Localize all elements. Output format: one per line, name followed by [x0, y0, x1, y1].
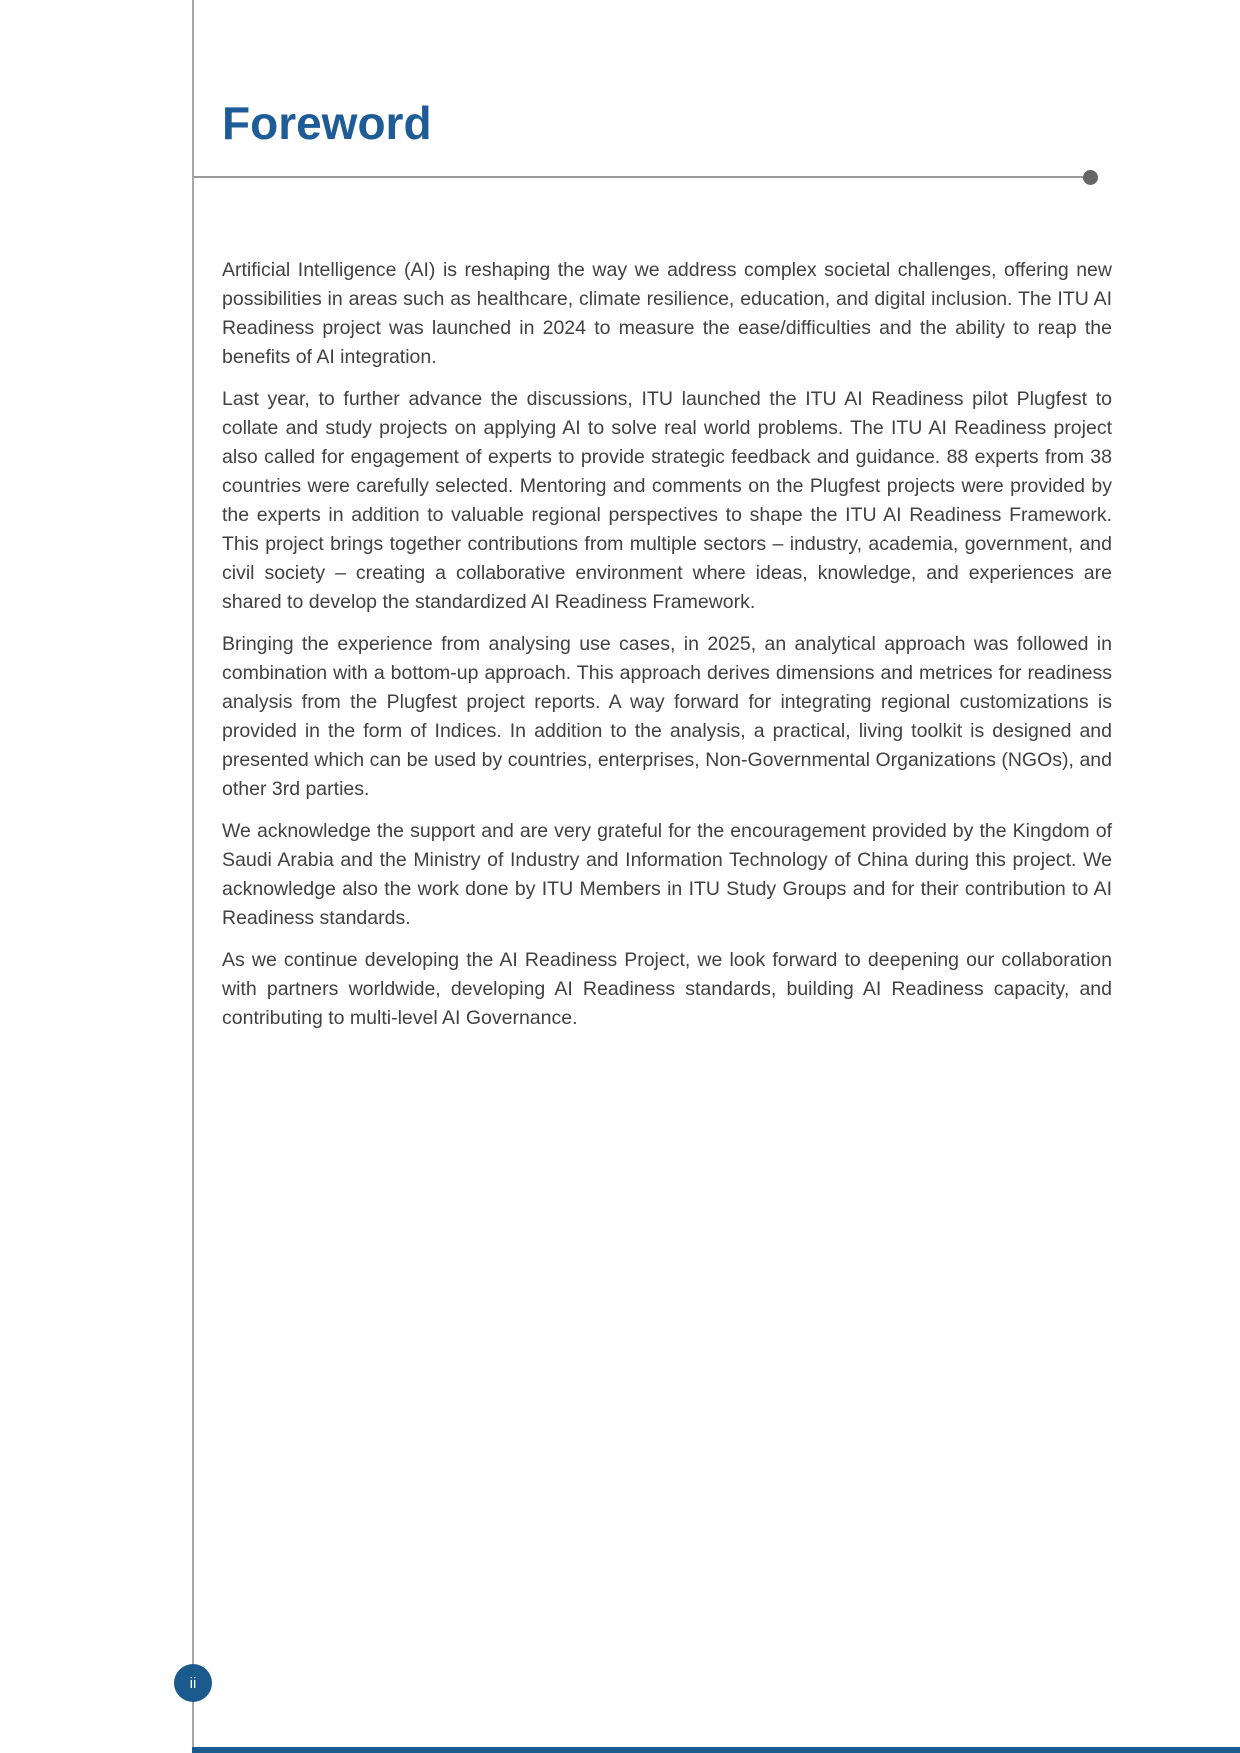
paragraph-4: We acknowledge the support and are very grateful for the encouragement provided by the Kingdom of Saudi Arabia and the Ministry of Industry and Information Technology of China during this project. We acknowledge also the work done by ITU Members in ITU Study Groups and for their contribution to AI Readiness standards. — [222, 820, 1112, 929]
paragraph-2: Last year, to further advance the discussions, ITU launched the ITU AI Readiness pilot Plugfest to collate and study projects on applying AI to solve real world problems. The ITU AI Readiness project also called for engagement of experts to provide strategic feedback and guidance. 88 experts from 38 countries were carefully selected. Mentoring and comments on the Plugfest projects were provided by the experts in addition to valuable regional perspectives to shape the ITU AI Readiness Framework. This project brings together contributions from multiple sectors – industry, academia, government, and civil society – creating a collaborative environment where ideas, knowledge, and experiences are shared to develop the standardized AI Readiness Framework. — [222, 388, 1112, 613]
paragraph-5: As we continue developing the AI Readiness Project, we look forward to deepening our collaboration with partners worldwide, developing AI Readiness standards, building AI Readiness capacity, and contributing to multi-level AI Governance. — [222, 949, 1112, 1029]
paragraph-3: Bringing the experience from analysing use cases, in 2025, an analytical approach was followed in combination with a bottom-up approach. This approach derives dimensions and metrices for readiness analysis from the Plugfest project reports. A way forward for integrating regional customizations is provided in the form of Indices. In addition to the analysis, a practical, living toolkit is designed and presented which can be used by countries, enterprises, Non-Governmental Organizations (NGOs), and other 3rd parties. — [222, 633, 1112, 800]
body-text — [222, 256, 1112, 1046]
page-number: ii — [189, 1674, 197, 1692]
page-number-badge — [174, 1664, 212, 1702]
footer-accent-bar — [192, 1747, 1240, 1753]
divider-end-dot-icon — [1083, 170, 1098, 185]
page-title: Foreword — [222, 97, 432, 149]
paragraph-1: Artificial Intelligence (AI) is reshaping the way we address complex societal challenges, offering new possibilities in areas such as healthcare, climate resilience, education, and digital inclusion. The ITU AI Readiness project was launched in 2024 to measure the ease/difficulties and the ability to reap the benefits of AI integration. — [222, 259, 1112, 368]
left-margin-rule — [192, 0, 194, 1753]
title-divider-line — [193, 176, 1083, 178]
